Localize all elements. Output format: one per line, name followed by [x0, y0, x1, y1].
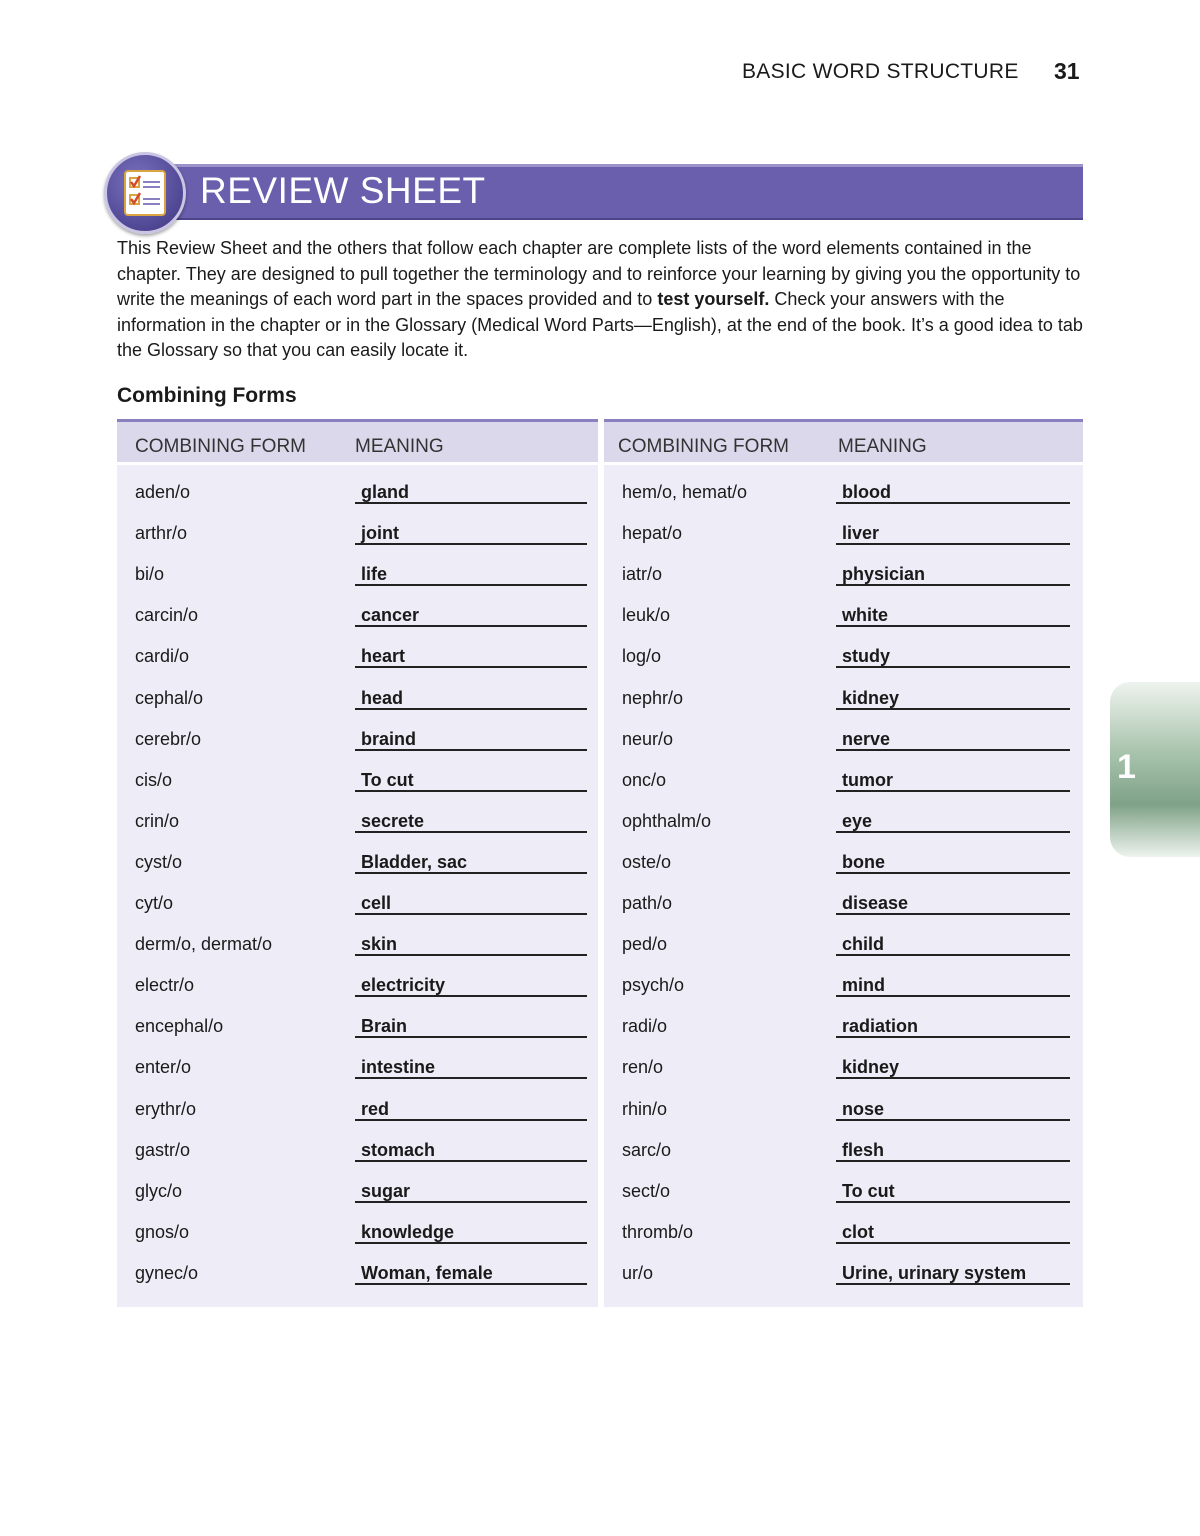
intro-text-2: Check your answers with the information in the chapter or in the Glossary (Medical Word Parts—English), at the end of the book. It’s a good idea to tab the Glossary so that you can easily locate it. — [117, 289, 1083, 360]
table-panel-left — [117, 419, 598, 1307]
meaning-answer[interactable]: disease — [836, 893, 1070, 915]
combining-form: enter/o — [135, 1057, 192, 1078]
meaning-answer[interactable]: life — [355, 564, 587, 586]
combining-form: sarc/o — [622, 1139, 672, 1160]
checklist-icon — [104, 152, 186, 234]
combining-form: electr/o — [135, 975, 195, 996]
combining-form: nephr/o — [622, 687, 684, 708]
meaning-answer[interactable]: child — [836, 934, 1070, 956]
table-row — [117, 852, 598, 893]
combining-form: cyt/o — [135, 893, 174, 913]
combining-form: cyst/o — [135, 851, 183, 872]
table-row — [604, 1222, 1083, 1263]
meaning-answer[interactable]: gland — [355, 482, 587, 504]
combining-form: log/o — [622, 646, 662, 667]
meaning-answer[interactable]: nerve — [836, 729, 1070, 751]
page-number: 31 — [1054, 58, 1080, 84]
meaning-answer[interactable]: Woman, female — [355, 1263, 587, 1285]
combining-form: onc/o — [622, 769, 667, 790]
combining-form: encephal/o — [135, 1016, 224, 1037]
combining-form: crin/o — [135, 810, 180, 831]
table-row — [117, 1263, 598, 1304]
meaning-answer[interactable]: kidney — [836, 688, 1070, 710]
combining-form: ped/o — [622, 934, 668, 955]
meaning-answer[interactable]: To cut — [355, 770, 587, 792]
table-row — [604, 811, 1083, 852]
running-title: BASIC WORD STRUCTURE — [742, 60, 1019, 83]
table-row — [117, 893, 598, 934]
header-combining-form: COMBINING FORM — [618, 436, 789, 457]
combining-form: ur/o — [622, 1262, 654, 1283]
combining-form: neur/o — [622, 728, 674, 749]
table-row — [604, 934, 1083, 975]
combining-form: aden/o — [135, 482, 191, 502]
table-row — [604, 605, 1083, 646]
combining-form: psych/o — [622, 975, 685, 996]
combining-form: cephal/o — [135, 687, 204, 708]
chapter-tab-label: 1 — [1117, 748, 1136, 786]
meaning-answer[interactable]: secrete — [355, 811, 587, 833]
header-meaning: MEANING — [838, 436, 927, 457]
table-row — [117, 1057, 598, 1098]
table-row — [117, 934, 598, 975]
table-row — [604, 482, 1083, 523]
meaning-answer[interactable]: kidney — [836, 1057, 1070, 1079]
table-row — [117, 1181, 598, 1222]
table-row — [604, 688, 1083, 729]
meaning-answer[interactable]: To cut — [836, 1181, 1070, 1203]
meaning-answer[interactable]: physician — [836, 564, 1070, 586]
combining-form: derm/o, dermat/o — [135, 934, 273, 955]
table-row — [117, 646, 598, 687]
table-row — [604, 1140, 1083, 1181]
meaning-answer[interactable]: stomach — [355, 1140, 587, 1162]
table-row — [604, 975, 1083, 1016]
table-row — [117, 1222, 598, 1263]
meaning-answer[interactable]: Brain — [355, 1016, 587, 1038]
combining-form: radi/o — [622, 1016, 668, 1037]
table-row — [604, 852, 1083, 893]
table-row — [117, 605, 598, 646]
table-row — [604, 1263, 1083, 1304]
meaning-answer[interactable]: joint — [355, 523, 587, 545]
combining-form: hepat/o — [622, 523, 683, 544]
meaning-answer[interactable]: sugar — [355, 1181, 587, 1203]
meaning-answer[interactable]: cancer — [355, 605, 587, 627]
table-row — [604, 770, 1083, 811]
table-row — [117, 482, 598, 523]
table-row — [604, 1016, 1083, 1057]
meaning-answer[interactable]: liver — [836, 523, 1070, 545]
meaning-answer[interactable]: knowledge — [355, 1222, 587, 1244]
intro-text-1: This Review Sheet and the others that follow each chapter are complete lists of the word elements contained in the chapter. They are designed to pull together the terminology and to reinforce your learning by giving you the opportunity to write the meanings of each word part in the spaces provided and to — [117, 238, 1081, 309]
table-row — [604, 893, 1083, 934]
meaning-answer[interactable]: skin — [355, 934, 587, 956]
table-header — [604, 422, 1083, 465]
combining-form: iatr/o — [622, 564, 663, 585]
combining-form: gynec/o — [135, 1262, 199, 1283]
table-row — [117, 975, 598, 1016]
table-row — [604, 1181, 1083, 1222]
table-row — [117, 564, 598, 605]
combining-form: rhin/o — [622, 1098, 668, 1119]
meaning-answer[interactable]: radiation — [836, 1016, 1070, 1038]
meaning-answer[interactable]: tumor — [836, 770, 1070, 792]
combining-form: erythr/o — [135, 1098, 197, 1119]
section-title: Combining Forms — [117, 384, 297, 407]
table-row — [117, 688, 598, 729]
meaning-answer[interactable]: electricity — [355, 975, 587, 997]
meaning-answer[interactable]: mind — [836, 975, 1070, 997]
meaning-answer[interactable]: study — [836, 646, 1070, 668]
combining-form: ren/o — [622, 1057, 664, 1078]
table-row — [117, 1016, 598, 1057]
table-row — [604, 1099, 1083, 1140]
table-row — [604, 1057, 1083, 1098]
table-row — [117, 811, 598, 852]
table-panel-right — [604, 419, 1083, 1307]
combining-form: oste/o — [622, 851, 672, 872]
combining-form: cardi/o — [135, 646, 190, 667]
combining-form: thromb/o — [622, 1221, 694, 1242]
banner-title: REVIEW SHEET — [200, 170, 486, 211]
intro-bold: test yourself. — [657, 289, 770, 309]
meaning-answer[interactable]: heart — [355, 646, 587, 668]
combining-form: glyc/o — [135, 1180, 183, 1201]
combining-form: cis/o — [135, 769, 173, 790]
meaning-answer[interactable]: blood — [836, 482, 1070, 504]
combining-form: leuk/o — [622, 605, 671, 626]
combining-form: arthr/o — [135, 523, 188, 544]
meaning-answer[interactable]: red — [355, 1099, 587, 1121]
table-row — [117, 770, 598, 811]
meaning-answer[interactable]: nose — [836, 1099, 1070, 1121]
meaning-answer[interactable]: eye — [836, 811, 1070, 833]
meaning-answer[interactable]: bone — [836, 852, 1070, 874]
table-row — [604, 523, 1083, 564]
table-row — [604, 729, 1083, 770]
table-row — [604, 646, 1083, 687]
combining-form: ophthalm/o — [622, 810, 712, 831]
combining-form: gastr/o — [135, 1139, 191, 1160]
combining-form: bi/o — [135, 564, 165, 585]
table-row — [117, 1099, 598, 1140]
meaning-answer[interactable]: clot — [836, 1222, 1070, 1244]
combining-form: carcin/o — [135, 605, 199, 626]
intro-paragraph — [117, 236, 1083, 364]
table-row — [117, 729, 598, 770]
meaning-answer[interactable]: head — [355, 688, 587, 710]
header-meaning: MEANING — [355, 436, 444, 457]
table-row — [117, 1140, 598, 1181]
meaning-answer[interactable]: braind — [355, 729, 587, 751]
meaning-answer[interactable]: white — [836, 605, 1070, 627]
table-row — [604, 564, 1083, 605]
table-header — [117, 422, 598, 465]
meaning-answer[interactable]: cell — [355, 893, 587, 915]
meaning-answer[interactable]: flesh — [836, 1140, 1070, 1162]
combining-form: path/o — [622, 893, 673, 913]
header-combining-form: COMBINING FORM — [135, 436, 306, 457]
meaning-answer[interactable]: intestine — [355, 1057, 587, 1079]
meaning-answer[interactable]: Bladder, sac — [355, 852, 587, 874]
combining-form: cerebr/o — [135, 728, 202, 749]
table-row — [117, 523, 598, 564]
combining-form: gnos/o — [135, 1221, 190, 1242]
combining-form: sect/o — [622, 1180, 671, 1201]
combining-form: hem/o, hemat/o — [622, 482, 748, 502]
meaning-answer[interactable]: Urine, urinary system — [836, 1263, 1070, 1285]
